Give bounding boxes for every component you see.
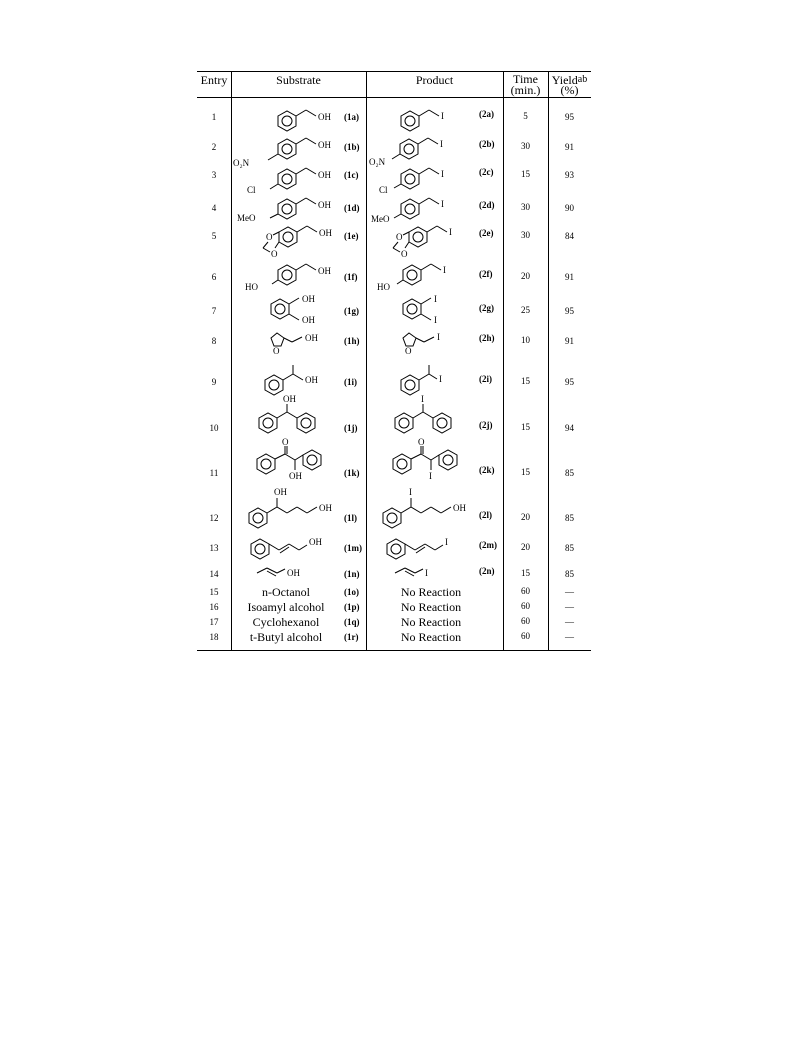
entry-number: 9 bbox=[211, 377, 217, 387]
yield-value: 93 bbox=[565, 170, 574, 180]
entry-number: 17 bbox=[209, 617, 219, 627]
yield-value: 85 bbox=[565, 468, 574, 478]
entry-number: 2 bbox=[211, 142, 217, 152]
substrate-label: (1m) bbox=[344, 543, 362, 553]
yield-value: 95 bbox=[565, 306, 574, 316]
svg-text:I: I bbox=[425, 568, 428, 578]
product-name: No Reaction bbox=[400, 600, 462, 614]
svg-text:I: I bbox=[441, 111, 444, 121]
substrate-label: (1h) bbox=[344, 336, 360, 346]
yield-value: 85 bbox=[565, 569, 574, 579]
product-label: (2d) bbox=[479, 200, 495, 210]
svg-text:OH: OH bbox=[274, 487, 287, 497]
svg-text:O: O bbox=[396, 232, 403, 242]
structure-1d bbox=[237, 193, 343, 223]
time-value: 60 bbox=[521, 631, 530, 641]
svg-text:OH: OH bbox=[302, 315, 315, 325]
svg-text:OH: OH bbox=[318, 170, 331, 180]
time-value: 60 bbox=[521, 616, 530, 626]
product-label: (2c) bbox=[479, 167, 494, 177]
time-value: 25 bbox=[521, 305, 530, 315]
svg-text:OH: OH bbox=[318, 200, 331, 210]
structure-1h bbox=[265, 328, 349, 358]
yield-value: — bbox=[565, 587, 574, 597]
svg-text:OH: OH bbox=[318, 112, 331, 122]
svg-text:OH: OH bbox=[319, 503, 332, 513]
svg-text:OH: OH bbox=[319, 228, 332, 238]
structure-2m bbox=[385, 531, 475, 565]
structure-2b bbox=[369, 133, 475, 167]
structure-2f bbox=[377, 259, 473, 293]
substrate-name: Isoamyl alcohol bbox=[247, 600, 325, 614]
product-label: (2m) bbox=[479, 540, 497, 550]
time-value: 30 bbox=[521, 230, 530, 240]
substrate-label: (1b) bbox=[344, 142, 360, 152]
yield-value: 91 bbox=[565, 272, 574, 282]
time-value: 15 bbox=[521, 467, 530, 477]
yield-value: 95 bbox=[565, 377, 574, 387]
svg-text:I: I bbox=[409, 487, 412, 497]
time-value: 5 bbox=[523, 111, 528, 121]
time-value: 20 bbox=[521, 542, 530, 552]
product-label: (2h) bbox=[479, 333, 495, 343]
substrate-label: (1q) bbox=[344, 617, 360, 627]
svg-text:I: I bbox=[439, 374, 442, 384]
substrate-label: (1r) bbox=[344, 632, 359, 642]
header-product: Product bbox=[415, 73, 454, 87]
yield-value: 85 bbox=[565, 543, 574, 553]
svg-text:HO: HO bbox=[245, 282, 258, 292]
substrate-label: (1n) bbox=[344, 569, 360, 579]
structure-2j bbox=[389, 394, 479, 438]
substrate-label: (1g) bbox=[344, 306, 359, 316]
substrate-label: (1k) bbox=[344, 468, 360, 478]
product-label: (2k) bbox=[479, 465, 495, 475]
time-value: 15 bbox=[521, 376, 530, 386]
structure-1a bbox=[269, 104, 349, 134]
structure-2g bbox=[401, 293, 477, 327]
svg-text:O: O bbox=[266, 232, 273, 242]
structure-1b bbox=[233, 133, 343, 167]
svg-text:OH: OH bbox=[309, 537, 322, 547]
yield-value: — bbox=[565, 632, 574, 642]
yield-value: 84 bbox=[565, 231, 574, 241]
header-time: Time bbox=[513, 72, 538, 86]
reaction-table bbox=[197, 71, 591, 651]
structure-1i bbox=[261, 359, 345, 399]
structure-1f bbox=[243, 259, 343, 293]
svg-text:OH: OH bbox=[305, 375, 318, 385]
svg-text:I: I bbox=[437, 332, 440, 342]
svg-text:OH: OH bbox=[302, 294, 315, 304]
entry-number: 5 bbox=[211, 231, 217, 241]
svg-text:O: O bbox=[271, 249, 278, 259]
yield-value: — bbox=[565, 602, 574, 612]
substrate-label: (1j) bbox=[344, 423, 358, 433]
structure-1k bbox=[253, 439, 343, 487]
svg-text:O: O bbox=[282, 437, 289, 447]
yield-value: — bbox=[565, 617, 574, 627]
structure-2a bbox=[397, 104, 477, 134]
substrate-label: (1e) bbox=[344, 231, 359, 241]
time-value: 60 bbox=[521, 601, 530, 611]
structure-1l bbox=[249, 483, 349, 529]
svg-text:I: I bbox=[421, 394, 424, 404]
time-value: 60 bbox=[521, 586, 530, 596]
structure-2k bbox=[389, 439, 479, 487]
product-label: (2e) bbox=[479, 228, 494, 238]
structure-2c bbox=[377, 163, 477, 193]
svg-text:OH: OH bbox=[289, 471, 302, 481]
svg-text:I: I bbox=[434, 294, 437, 304]
product-label: (2a) bbox=[479, 109, 494, 119]
structure-2i bbox=[397, 359, 477, 399]
structure-2h bbox=[397, 328, 477, 358]
header-yield-footnote: ab bbox=[577, 74, 588, 85]
header-yield-text: Yield bbox=[551, 73, 578, 87]
substrate-label: (1a) bbox=[344, 112, 359, 122]
structure-1c bbox=[243, 163, 343, 193]
svg-text:I: I bbox=[429, 471, 432, 481]
entry-number: 11 bbox=[209, 468, 219, 478]
entry-number: 13 bbox=[209, 543, 219, 553]
yield-value: 95 bbox=[565, 112, 574, 122]
svg-text:OH: OH bbox=[283, 394, 296, 404]
substrate-name: t-Butyl alcohol bbox=[249, 630, 323, 644]
svg-text:O: O bbox=[405, 346, 412, 356]
product-name: No Reaction bbox=[400, 585, 462, 599]
substrate-label: (1l) bbox=[344, 513, 357, 523]
header-substrate: Substrate bbox=[276, 73, 321, 87]
time-value: 20 bbox=[521, 512, 530, 522]
product-label: (2f) bbox=[479, 269, 493, 279]
structure-1n bbox=[255, 563, 339, 583]
product-label: (2g) bbox=[479, 303, 494, 313]
svg-text:O₂N: O₂N bbox=[369, 157, 386, 167]
column-divider bbox=[366, 71, 367, 651]
header-time-unit: (min.) bbox=[510, 83, 541, 97]
yield-value: 91 bbox=[565, 142, 574, 152]
svg-text:Cl: Cl bbox=[379, 185, 388, 195]
structure-2l bbox=[383, 483, 483, 529]
product-label: (2j) bbox=[479, 420, 493, 430]
yield-value: 90 bbox=[565, 203, 574, 213]
svg-text:I: I bbox=[443, 265, 446, 275]
entry-number: 3 bbox=[211, 170, 217, 180]
structure-2n bbox=[393, 563, 473, 583]
column-divider bbox=[231, 71, 232, 651]
entry-number: 16 bbox=[209, 602, 219, 612]
svg-text:I: I bbox=[441, 199, 444, 209]
entry-number: 6 bbox=[211, 272, 217, 282]
entry-number: 8 bbox=[211, 336, 217, 346]
header-entry: Entry bbox=[200, 73, 228, 87]
bottom-rule bbox=[197, 650, 591, 651]
product-label: (2l) bbox=[479, 510, 492, 520]
svg-text:OH: OH bbox=[287, 568, 300, 578]
structure-1e bbox=[249, 221, 349, 261]
header-rule bbox=[197, 97, 591, 98]
svg-text:O: O bbox=[401, 249, 408, 259]
time-value: 20 bbox=[521, 271, 530, 281]
product-name: No Reaction bbox=[400, 630, 462, 644]
structure-1g bbox=[269, 293, 349, 327]
svg-text:I: I bbox=[449, 227, 452, 237]
structure-1j bbox=[253, 394, 343, 438]
substrate-name: Cyclohexanol bbox=[252, 615, 320, 629]
entry-number: 7 bbox=[211, 306, 217, 316]
svg-text:Cl: Cl bbox=[247, 185, 256, 195]
svg-text:MeO: MeO bbox=[371, 214, 390, 224]
substrate-label: (1c) bbox=[344, 170, 359, 180]
entry-number: 14 bbox=[209, 569, 219, 579]
entry-number: 1 bbox=[211, 112, 217, 122]
entry-number: 18 bbox=[209, 632, 219, 642]
time-value: 15 bbox=[521, 422, 530, 432]
svg-text:I: I bbox=[445, 537, 448, 547]
svg-text:OH: OH bbox=[318, 266, 331, 276]
svg-text:I: I bbox=[441, 169, 444, 179]
entry-number: 10 bbox=[209, 423, 219, 433]
svg-text:MeO: MeO bbox=[237, 213, 256, 223]
product-label: (2n) bbox=[479, 566, 495, 576]
product-label: (2i) bbox=[479, 374, 492, 384]
svg-text:OH: OH bbox=[453, 503, 466, 513]
product-label: (2b) bbox=[479, 139, 495, 149]
substrate-label: (1o) bbox=[344, 587, 359, 597]
yield-value: 85 bbox=[565, 513, 574, 523]
substrate-label: (1d) bbox=[344, 203, 360, 213]
structure-2e bbox=[383, 221, 479, 261]
svg-text:O: O bbox=[273, 346, 280, 356]
time-value: 10 bbox=[521, 335, 530, 345]
time-value: 15 bbox=[521, 169, 530, 179]
yield-value: 91 bbox=[565, 336, 574, 346]
time-value: 30 bbox=[521, 202, 530, 212]
substrate-name: n-Octanol bbox=[262, 585, 310, 599]
substrate-label: (1i) bbox=[344, 377, 357, 387]
structure-1m bbox=[249, 531, 349, 565]
time-value: 30 bbox=[521, 141, 530, 151]
substrate-label: (1p) bbox=[344, 602, 360, 612]
entry-number: 12 bbox=[209, 513, 219, 523]
header-yield-unit: (%) bbox=[560, 83, 579, 97]
product-name: No Reaction bbox=[400, 615, 462, 629]
column-divider bbox=[548, 71, 549, 651]
structure-2d bbox=[371, 193, 471, 223]
svg-text:OH: OH bbox=[305, 333, 318, 343]
yield-value: 94 bbox=[565, 423, 574, 433]
entry-number: 15 bbox=[209, 587, 219, 597]
svg-text:HO: HO bbox=[377, 282, 390, 292]
substrate-label: (1f) bbox=[344, 272, 358, 282]
time-value: 15 bbox=[521, 568, 530, 578]
column-divider bbox=[503, 71, 504, 651]
svg-text:I: I bbox=[440, 139, 443, 149]
svg-text:O₂N: O₂N bbox=[233, 158, 250, 168]
entry-number: 4 bbox=[211, 203, 217, 213]
svg-text:OH: OH bbox=[318, 140, 331, 150]
svg-text:I: I bbox=[434, 315, 437, 325]
svg-text:O: O bbox=[418, 437, 425, 447]
